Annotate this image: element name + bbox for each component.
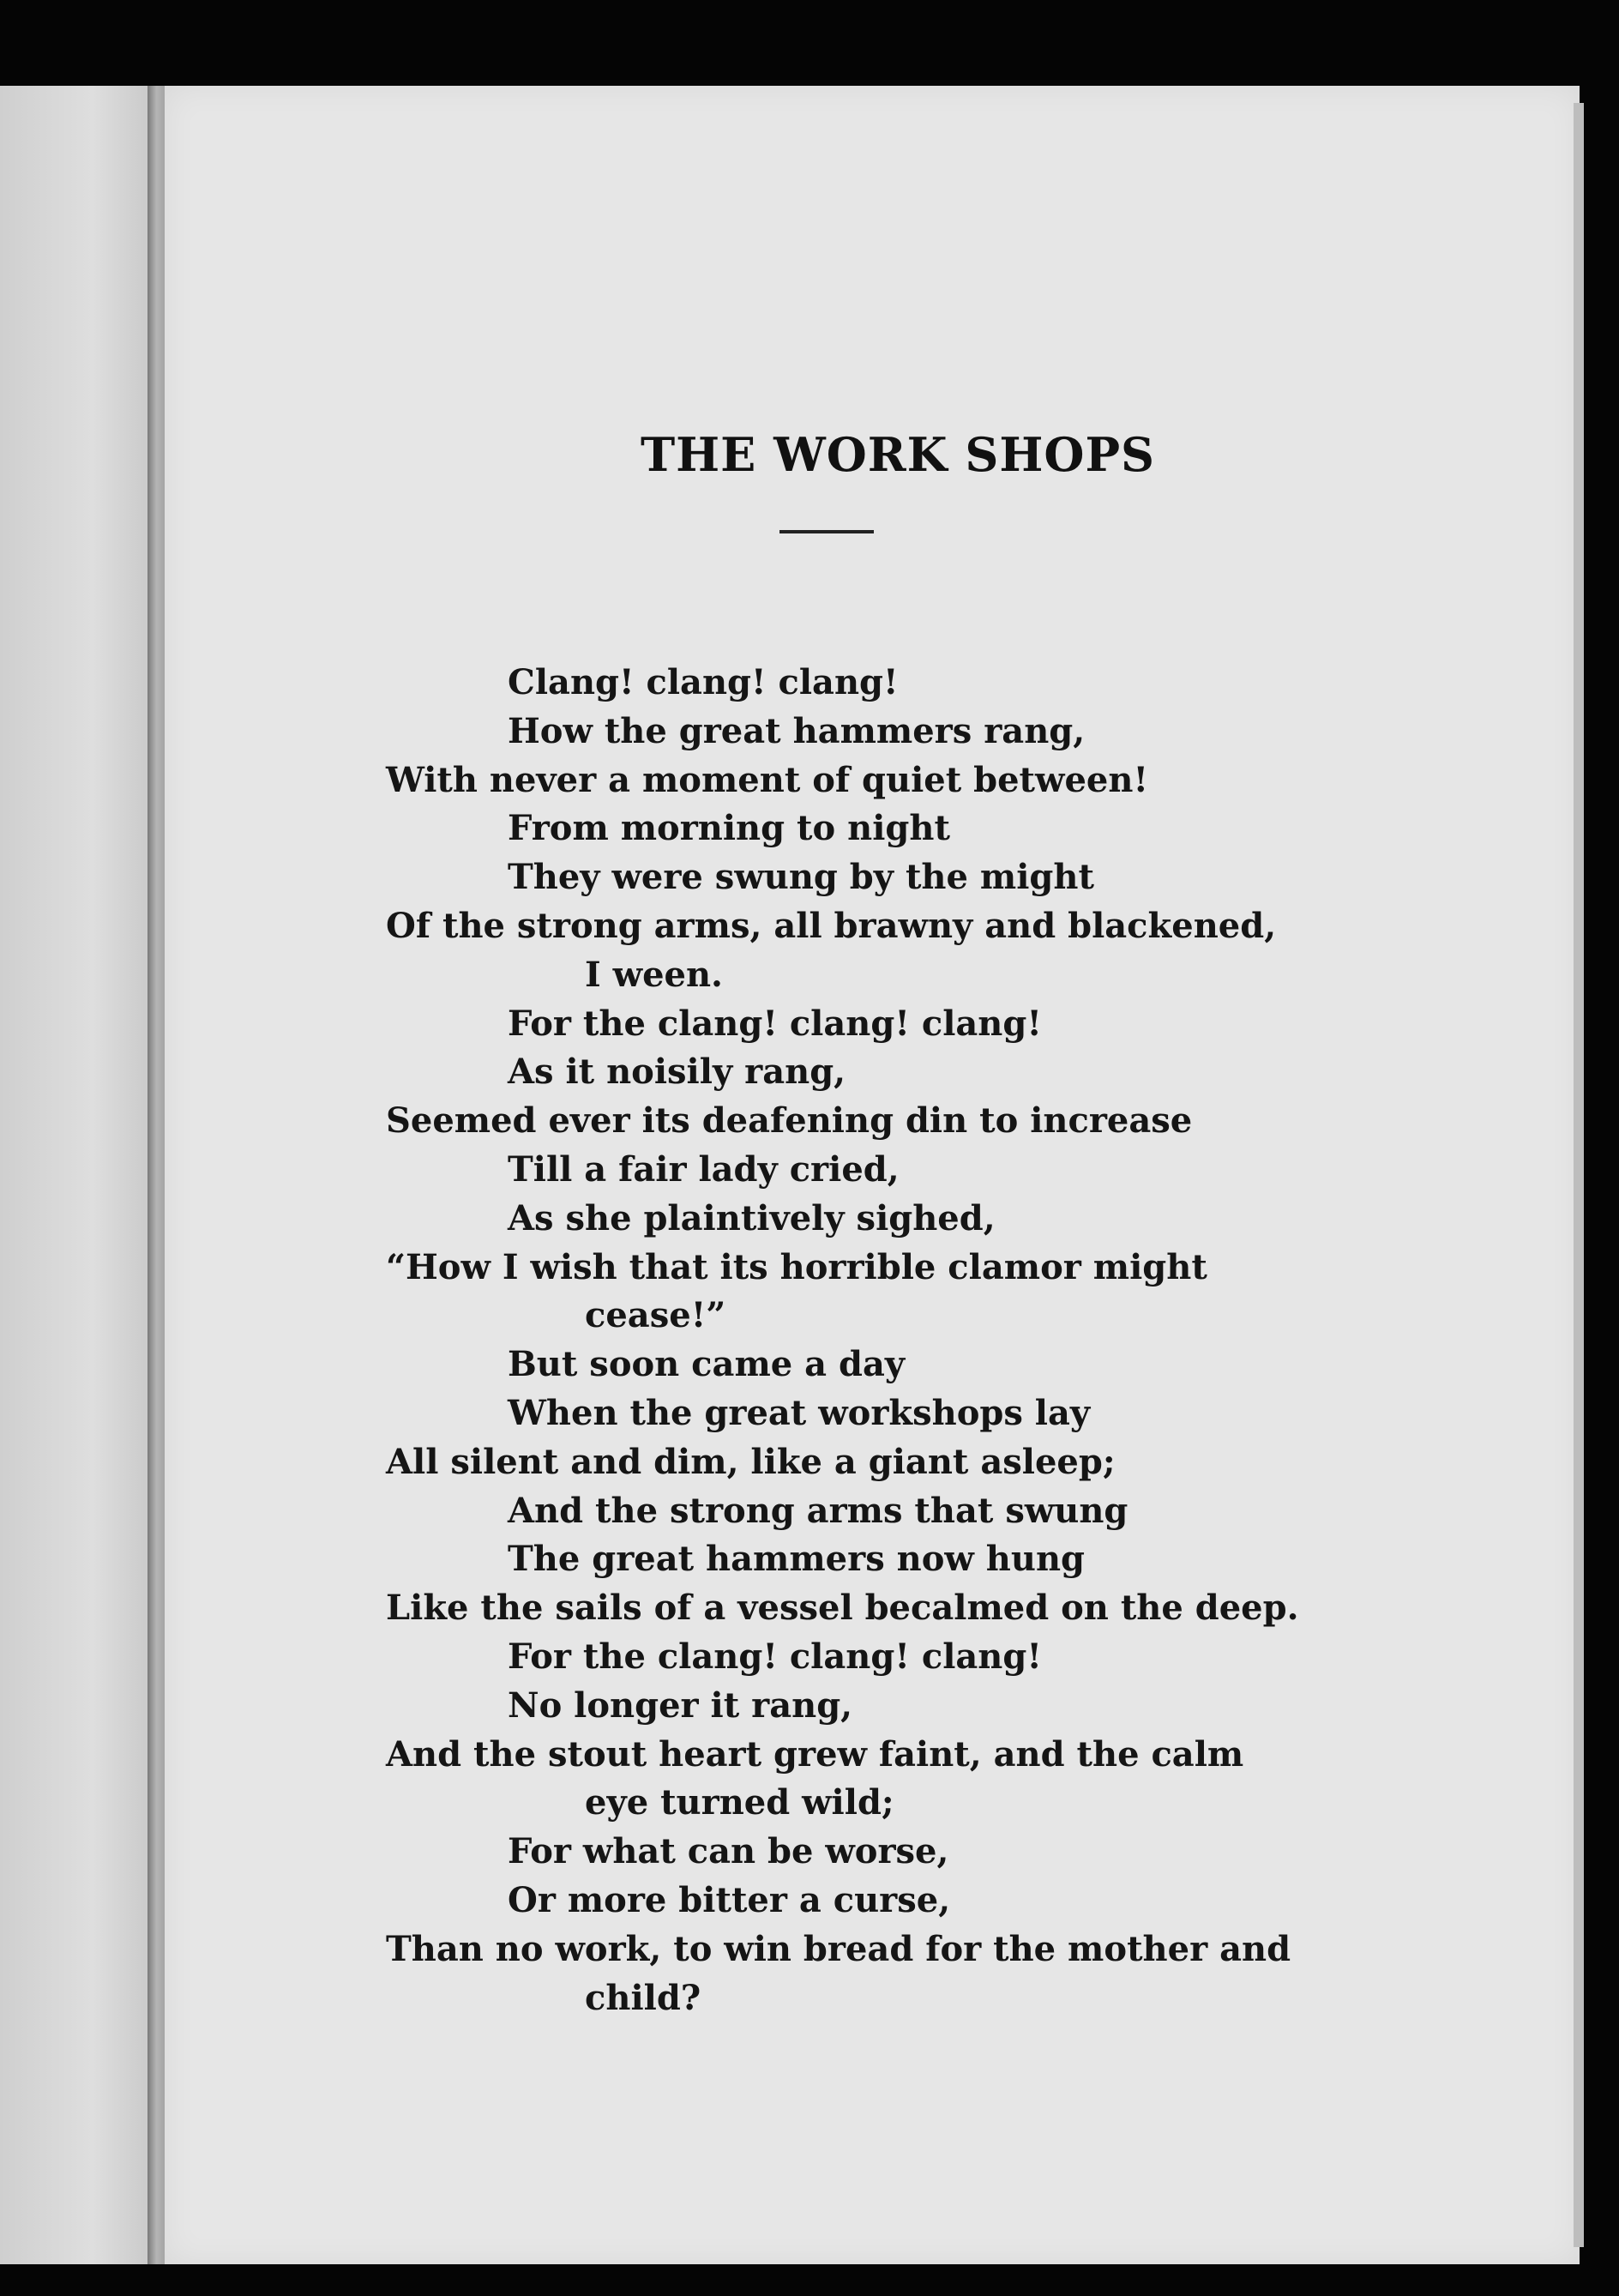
poem-line: The great hammers now hung: [508, 1539, 1085, 1579]
poem-line: Clang! clang! clang!: [508, 662, 899, 702]
poem-line: Than no work, to win bread for the mother and: [386, 1929, 1291, 1969]
poem-line: From morning to night: [508, 808, 950, 848]
poem-line: And the stout heart grew faint, and the calm: [386, 1734, 1244, 1775]
poem-title: THE WORK SHOPS: [640, 427, 1156, 482]
poem-line: As she plaintively sighed,: [508, 1198, 996, 1238]
poem-line: child?: [585, 1978, 701, 2018]
poem-line: Till a fair lady cried,: [508, 1149, 900, 1190]
poem-line: cease!”: [585, 1295, 726, 1335]
poem-line: Like the sails of a vessel becalmed on the deep.: [386, 1588, 1299, 1628]
poem-line: But soon came a day: [508, 1344, 906, 1384]
poem-line: eye turned wild;: [585, 1782, 894, 1823]
poem-line: For the clang! clang! clang!: [508, 1003, 1042, 1044]
poem-line: No longer it rang,: [508, 1685, 853, 1726]
poem-line: And the strong arms that swung: [508, 1491, 1128, 1531]
poem-line: As it noisily rang,: [508, 1052, 846, 1092]
poem-line: Or more bitter a curse,: [508, 1880, 951, 1920]
poem-line: I ween.: [585, 955, 723, 995]
poem-line: With never a moment of quiet between!: [386, 760, 1149, 800]
poem: [165, 86, 1580, 2264]
poem-line: “How I wish that its horrible clamor might: [386, 1247, 1207, 1287]
poem-line: They were swung by the might: [508, 857, 1094, 897]
facing-page-edge: [0, 86, 154, 2264]
poem-line: For the clang! clang! clang!: [508, 1636, 1042, 1677]
title-rule: [779, 530, 874, 533]
poem-line: For what can be worse,: [508, 1831, 949, 1871]
poem-line: Of the strong arms, all brawny and blackened,: [386, 906, 1277, 946]
poem-line: All silent and dim, like a giant asleep;: [386, 1442, 1116, 1482]
page-edge: [1574, 103, 1584, 2247]
poem-line: Seemed ever its deafening din to increase: [386, 1100, 1193, 1141]
poem-line: How the great hammers rang,: [508, 711, 1086, 751]
book-page: [165, 86, 1580, 2264]
poem-line: When the great workshops lay: [508, 1393, 1091, 1433]
